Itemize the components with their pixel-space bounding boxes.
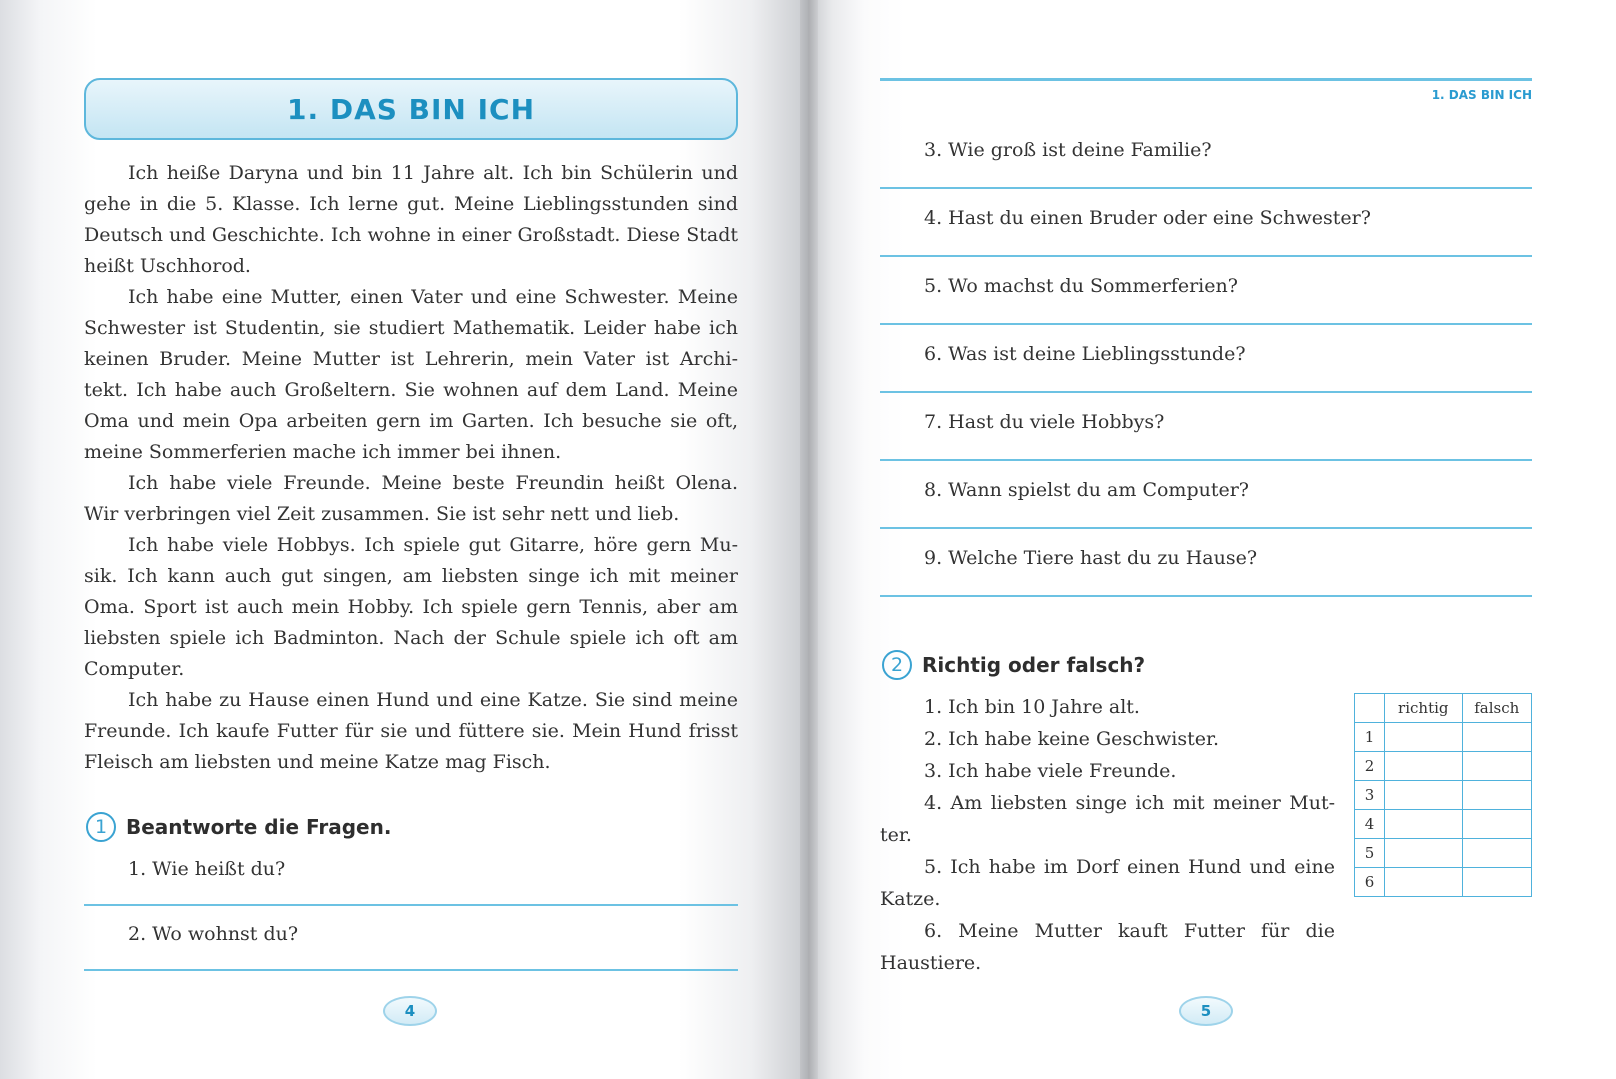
question-text: 6. Was ist deine Lieblingsstunde? xyxy=(924,343,1246,365)
answer-line[interactable] xyxy=(880,187,1532,189)
chapter-title-box xyxy=(84,78,738,140)
book-spine xyxy=(800,0,818,1079)
task-number-badge: 2 xyxy=(882,650,912,680)
table-row xyxy=(1355,723,1532,752)
question-text: 7. Hast du viele Hobbys? xyxy=(924,411,1165,433)
statement: 4. Am liebsten singe ich mit meiner Mut-ter. xyxy=(880,792,1335,846)
row-number: 4 xyxy=(1355,810,1385,839)
richtig-cell[interactable] xyxy=(1385,868,1463,897)
table-header-richtig: richtig xyxy=(1385,694,1463,723)
page-number-right: 5 xyxy=(1179,996,1233,1026)
richtig-cell[interactable] xyxy=(1385,810,1463,839)
running-head-rule xyxy=(880,78,1532,81)
task-1-heading xyxy=(86,812,391,842)
reading-text xyxy=(84,158,738,778)
task-title: Richtig oder falsch? xyxy=(922,653,1146,677)
question-text: 8. Wann spielst du am Computer? xyxy=(924,479,1249,501)
paragraph: Ich heiße Daryna und bin 11 Jahre alt. Ich bin Schülerin und gehe in die 5. Klasse. Ich lerne gut. Meine Lieblingsstunden sind Deutsch und Geschichte. Ich wohne in einer Großstadt. Diese Stadt heißt Uschhorod. xyxy=(84,162,738,277)
question-block xyxy=(880,411,1532,461)
table-header-falsch: falsch xyxy=(1462,694,1531,723)
table-row xyxy=(1355,781,1532,810)
answer-line[interactable] xyxy=(880,255,1532,257)
task-2-heading xyxy=(882,650,1145,680)
question-text: 9. Welche Tiere hast du zu Hause? xyxy=(924,547,1258,569)
answer-line[interactable] xyxy=(880,527,1532,529)
question-text: 1. Wie heißt du? xyxy=(128,858,286,880)
richtig-falsch-table xyxy=(1354,693,1532,897)
row-number: 1 xyxy=(1355,723,1385,752)
paragraph: Ich habe eine Mutter, einen Vater und eine Schwester. Meine Schwester ist Studentin, sie studiert Mathematik. Leider habe ich keinen Bruder. Meine Mutter ist Lehrerin, mein Vater ist Archi-tekt. Ich habe auch Großeltern. Sie wohnen auf dem Land. Meine Oma und mein Opa arbeiten gern im Garten. Ich besuche sie oft, meine Sommerferien mache ich immer bei ihnen. xyxy=(84,286,738,463)
row-number: 6 xyxy=(1355,868,1385,897)
running-head: 1. DAS BIN ICH xyxy=(1431,88,1532,102)
table-row xyxy=(1355,868,1532,897)
falsch-cell[interactable] xyxy=(1462,752,1531,781)
answer-line[interactable] xyxy=(880,595,1532,597)
falsch-cell[interactable] xyxy=(1462,781,1531,810)
richtig-cell[interactable] xyxy=(1385,839,1463,868)
statement: 5. Ich habe im Dorf einen Hund und eine Katze. xyxy=(880,856,1335,910)
richtig-cell[interactable] xyxy=(1385,752,1463,781)
question-block xyxy=(880,139,1532,189)
chapter-title: 1. DAS BIN ICH xyxy=(286,92,536,126)
question-block xyxy=(84,923,738,971)
falsch-cell[interactable] xyxy=(1462,839,1531,868)
paragraph: Ich habe viele Freunde. Meine beste Freundin heißt Olena. Wir verbringen viel Zeit zusammen. Sie ist sehr nett und lieb. xyxy=(84,472,738,525)
table-header-row xyxy=(1355,694,1532,723)
task-number-badge: 1 xyxy=(86,812,116,842)
question-block xyxy=(880,207,1532,257)
table-row xyxy=(1355,810,1532,839)
falsch-cell[interactable] xyxy=(1462,868,1531,897)
question-block xyxy=(880,547,1532,597)
table-row xyxy=(1355,752,1532,781)
row-number: 5 xyxy=(1355,839,1385,868)
question-text: 2. Wo wohnst du? xyxy=(128,923,299,945)
paragraph: Ich habe zu Hause einen Hund und eine Katze. Sie sind meine Freunde. Ich kaufe Futter für sie und füttere sie. Mein Hund frisst Fleisch am liebsten und meine Katze mag Fisch. xyxy=(84,689,738,773)
paragraph: Ich habe viele Hobbys. Ich spiele gut Gitarre, höre gern Mu-sik. Ich kann auch gut singen, am liebsten singe ich mit meiner Oma. Sport ist auch mein Hobby. Ich spiele gern Tennis, aber am liebsten spiele ich Badminton. Nach der Schule spiele ich oft am Computer. xyxy=(84,534,738,680)
statement: 1. Ich bin 10 Jahre alt. xyxy=(924,696,1140,718)
statement: 3. Ich habe viele Freunde. xyxy=(924,760,1177,782)
question-block xyxy=(84,858,738,906)
table-row xyxy=(1355,839,1532,868)
question-text: 5. Wo machst du Sommerferien? xyxy=(924,275,1238,297)
question-text: 3. Wie groß ist deine Familie? xyxy=(924,139,1212,161)
question-block xyxy=(880,479,1532,529)
falsch-cell[interactable] xyxy=(1462,810,1531,839)
question-text: 4. Hast du einen Bruder oder eine Schwester? xyxy=(924,207,1371,229)
answer-line[interactable] xyxy=(84,969,738,971)
row-number: 2 xyxy=(1355,752,1385,781)
statement: 2. Ich habe keine Geschwister. xyxy=(924,728,1220,750)
question-block xyxy=(880,343,1532,393)
row-number: 3 xyxy=(1355,781,1385,810)
statements-list xyxy=(880,691,1335,979)
falsch-cell[interactable] xyxy=(1462,723,1531,752)
statement: 6. Meine Mutter kauft Futter für die Haustiere. xyxy=(880,920,1335,974)
task-title: Beantworte die Fragen. xyxy=(126,815,392,839)
table-header-empty xyxy=(1355,694,1385,723)
richtig-cell[interactable] xyxy=(1385,781,1463,810)
answer-line[interactable] xyxy=(880,391,1532,393)
answer-line[interactable] xyxy=(880,459,1532,461)
question-block xyxy=(880,275,1532,325)
answer-line[interactable] xyxy=(84,904,738,906)
page-number-left: 4 xyxy=(383,996,437,1026)
answer-line[interactable] xyxy=(880,323,1532,325)
richtig-cell[interactable] xyxy=(1385,723,1463,752)
